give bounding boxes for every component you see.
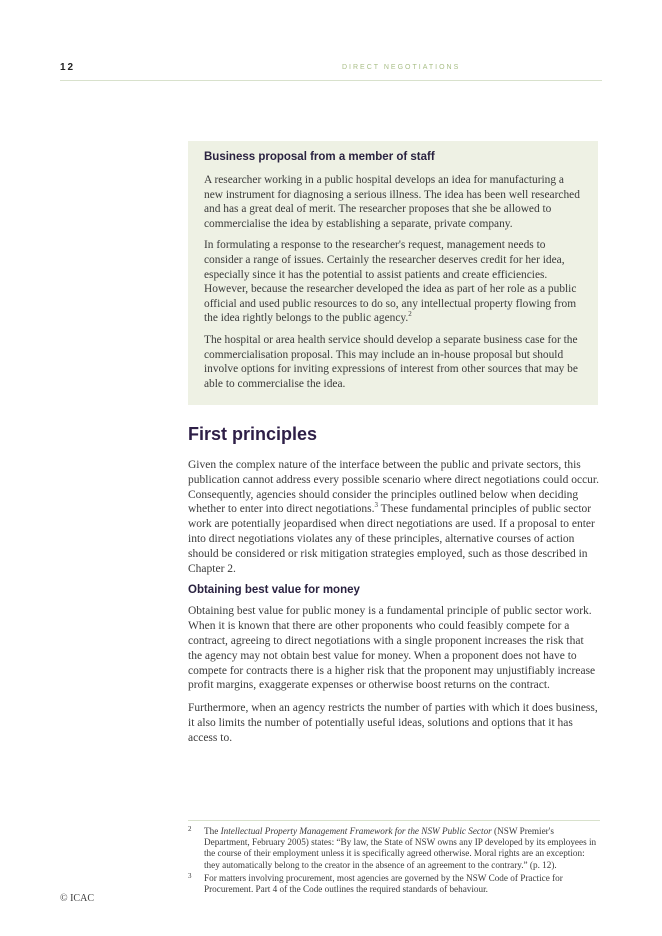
running-head: DIRECT NEGOTIATIONS <box>342 64 461 71</box>
footnote-text: (NSW Premier's Department, February 2005) states: “By law, the State of NSW owns any IP developed by its employees in the course of their employment unless it is specifically agreed otherwise. Moral rights are an exception: they automatically belong to the creator in the absence of an agreement to the contrary.” (p. 12). <box>204 826 597 870</box>
footnote-ref[interactable]: 3 <box>374 501 378 510</box>
footnote-text: The <box>204 826 221 836</box>
copyright: © ICAC <box>60 893 94 904</box>
footnote-number: 2 <box>188 825 192 833</box>
footnote <box>188 873 600 895</box>
section-heading: First principles <box>188 424 318 444</box>
case-paragraph: A researcher working in a public hospital develops an idea for manufacturing a new instrument for diagnosing a serious illness. The idea has been well researched and has a great deal of merit. The researcher proposes that she be allowed to commercialise the idea by establishing a separate, private company. <box>204 174 580 230</box>
case-study-box <box>188 141 598 405</box>
footnote-title: Intellectual Property Management Framework for the NSW Public Sector <box>220 826 492 836</box>
case-paragraph <box>204 238 582 326</box>
footnote <box>188 826 600 871</box>
body-text: These fundamental principles of public sector work are potentially jeopardised when direct negotiations are used. If a proposal to enter into direct negotiations violates any of these principles, alternative courses of action should be considered or risk mitigation strategies employed, such as those described in Chapter 2. <box>188 503 595 575</box>
case-paragraph-text: In formulating a response to the researcher's request, management needs to consider a range of issues. Certainly the researcher deserves credit for her idea, especially since it has the potential to assist patients and create efficiencies. However, because the researcher developed the idea as part of her role as a public official and used public resources to do so, any intellectual property flowing from the idea rightly belongs to the public agency. <box>204 239 577 325</box>
body-paragraph: Furthermore, when an agency restricts the number of parties with which it does business, it also limits the number of potentially useful ideas, solutions and options that it has access to. <box>188 702 598 744</box>
page-number: 12 <box>60 62 76 73</box>
main-content <box>188 424 600 754</box>
footnote-ref[interactable]: 2 <box>408 310 412 319</box>
case-study-title: Business proposal from a member of staff <box>204 151 435 163</box>
body-text: Given the complex nature of the interface between the public and private sectors, this publication cannot address every possible scenario where direct negotiations could occur. Consequently, agencies should consider the principles outlined below when deciding whether to enter into direct negotiations. <box>188 459 599 516</box>
case-paragraph: The hospital or area health service should develop a separate business case for the commercialisation proposal. This may include an in-house proposal but should involve options for inviting expressions of interest from other sources that may be able to commercialise the idea. <box>204 333 578 390</box>
subsection-heading: Obtaining best value for money <box>188 584 360 597</box>
footnote-text: For matters involving procurement, most agencies are governed by the NSW Code of Practice for Procurement. Part 4 of the Code outlines the required standards of behaviour. <box>204 872 563 895</box>
footnote-number: 3 <box>188 871 192 880</box>
page-header <box>60 62 602 81</box>
body-paragraph <box>188 458 600 576</box>
body-paragraph: Obtaining best value for public money is a fundamental principle of public sector work. When it is known that there are other proponents who could feasibly compete for a contract, agreeing to direct negotiations with a single proponent increases the risk that the agency may not obtain best value for money. When a proponent does not have to compete for contracts there is a higher risk that the proponent may unjustifiably increase profit margins, exaggerate expenses or otherwise boost returns on the contract. <box>188 605 596 692</box>
footnotes <box>188 820 600 897</box>
